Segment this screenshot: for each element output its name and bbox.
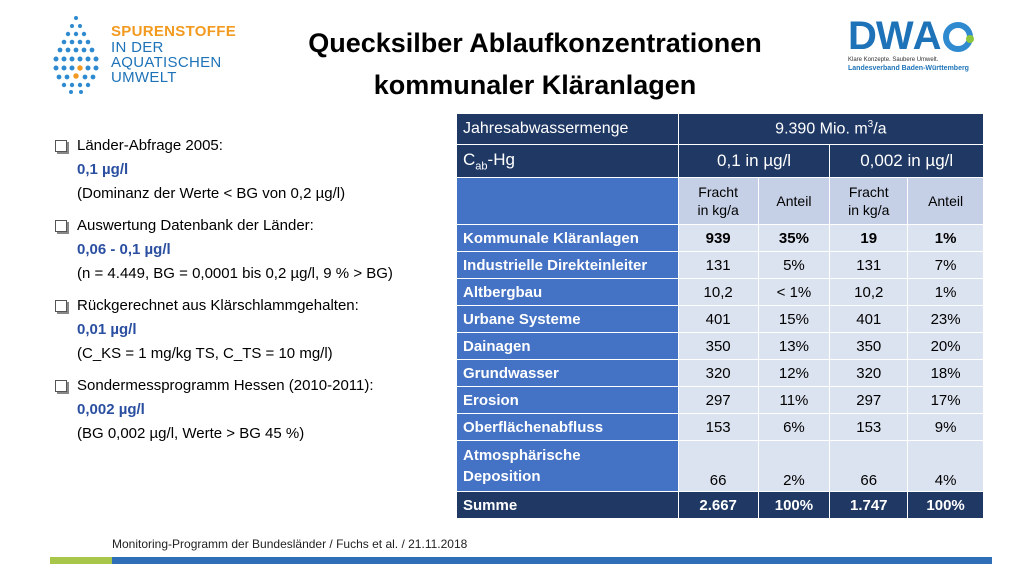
cell: 66 bbox=[678, 441, 758, 492]
footer-citation: Monitoring-Programm der Bundesländer / Fuchs et al. / 21.11.2018 bbox=[112, 537, 468, 551]
bullet-value: 0,01 µg/l bbox=[77, 321, 137, 338]
bullet-note: (n = 4.449, BG = 0,0001 bis 0,2 µg/l, 9 % > BG) bbox=[77, 265, 393, 282]
row-label: Oberflächenabfluss bbox=[457, 414, 679, 441]
row-label: Dainagen bbox=[457, 333, 679, 360]
checkbox-bullet-icon bbox=[55, 140, 67, 152]
logo-line-4: UMWELT bbox=[111, 69, 177, 87]
cell: 1.747 bbox=[830, 492, 908, 519]
fracht-header: Fracht in kg/a bbox=[678, 178, 758, 225]
table-row bbox=[457, 252, 984, 279]
bullet-head: Rückgerechnet aus Klärschlammgehalten: bbox=[77, 297, 359, 314]
table-row bbox=[457, 306, 984, 333]
cell: 5% bbox=[758, 252, 830, 279]
cell: 297 bbox=[678, 387, 758, 414]
bullet-value: 0,002 µg/l bbox=[77, 401, 145, 418]
jahres-label: Jahresabwassermenge bbox=[457, 114, 679, 145]
cell: 18% bbox=[908, 360, 984, 387]
logo-line-2: IN DER bbox=[111, 38, 164, 56]
cell: 401 bbox=[678, 306, 758, 333]
jahres-value: 9.390 Mio. $m^3/a$ bbox=[678, 114, 983, 145]
cell: 7% bbox=[908, 252, 984, 279]
bullet-item bbox=[55, 374, 440, 446]
cell: 2% bbox=[758, 441, 830, 492]
cell: 13% bbox=[758, 333, 830, 360]
bullet-list bbox=[55, 134, 440, 454]
cell: 320 bbox=[678, 360, 758, 387]
cell: 100% bbox=[908, 492, 984, 519]
anteil-header: Anteil bbox=[758, 178, 830, 225]
bullet-item bbox=[55, 214, 440, 286]
cell: 9% bbox=[908, 414, 984, 441]
cell: 153 bbox=[830, 414, 908, 441]
logo-line-1: SPURENSTOFFE bbox=[111, 23, 237, 41]
table-row bbox=[457, 414, 984, 441]
conc-1-header: 0,1 in µg/l bbox=[678, 145, 830, 178]
table-header-row bbox=[457, 145, 984, 178]
footer-accent-bar bbox=[50, 557, 112, 564]
dwa-logo: DW A Klare Konzepte. Saubere Umwelt. Landesverband Baden-Württemberg bbox=[848, 14, 988, 84]
row-label: Erosion bbox=[457, 387, 679, 414]
cell: 1% bbox=[908, 279, 984, 306]
row-label: Altbergbau bbox=[457, 279, 679, 306]
bullet-note: (C_KS = 1 mg/kg TS, C_TS = 10 mg/l) bbox=[77, 345, 333, 362]
cell: 1% bbox=[908, 225, 984, 252]
table-row bbox=[457, 225, 984, 252]
table-row bbox=[457, 441, 984, 492]
cell: 2.667 bbox=[678, 492, 758, 519]
bullet-value: 0,1 µg/l bbox=[77, 161, 129, 178]
cell: 11% bbox=[758, 387, 830, 414]
cell: 12% bbox=[758, 360, 830, 387]
bullet-note: (Dominanz der Werte < BG von 0,2 µg/l) bbox=[77, 185, 346, 202]
mercury-load-table bbox=[456, 113, 984, 519]
dwa-brand: DW bbox=[848, 14, 913, 58]
bullet-note: (BG 0,002 µg/l, Werte > BG 45 %) bbox=[77, 425, 305, 442]
dwa-region: Landesverband Baden-Württemberg bbox=[848, 65, 969, 72]
cell: 320 bbox=[830, 360, 908, 387]
table-row bbox=[457, 387, 984, 414]
row-label: Grundwasser bbox=[457, 360, 679, 387]
cell: 10,2 bbox=[678, 279, 758, 306]
row-label: Kommunale Kläranlagen bbox=[457, 225, 679, 252]
empty-header-cell bbox=[457, 178, 679, 225]
conc-2-header: 0,002 in µg/l bbox=[830, 145, 984, 178]
table-row bbox=[457, 279, 984, 306]
cell: < 1% bbox=[758, 279, 830, 306]
dwa-slogan: Klare Konzepte. Saubere Umwelt. bbox=[848, 57, 939, 63]
bullet-head: Sondermessprogramm Hessen (2010-2011): bbox=[77, 377, 374, 394]
page-title bbox=[250, 22, 820, 106]
bullet-value: 0,06 - 0,1 µg/l bbox=[77, 241, 171, 258]
cell: 350 bbox=[678, 333, 758, 360]
bullet-head: Auswertung Datenbank der Länder: bbox=[77, 217, 314, 234]
cell: 939 bbox=[678, 225, 758, 252]
dwa-ring-icon bbox=[943, 22, 973, 52]
cell: 6% bbox=[758, 414, 830, 441]
logo-line-3: AQUATISCHEN bbox=[111, 54, 222, 71]
water-drop-icon bbox=[47, 12, 105, 98]
table-subheader-row bbox=[457, 178, 984, 225]
row-label: Atmosphärische Deposition bbox=[457, 441, 679, 492]
cell: 297 bbox=[830, 387, 908, 414]
cell: 20% bbox=[908, 333, 984, 360]
cell: 15% bbox=[758, 306, 830, 333]
cell: 10,2 bbox=[830, 279, 908, 306]
row-label: Summe bbox=[457, 492, 679, 519]
spurenstoffe-logo bbox=[47, 6, 243, 104]
table-header-row bbox=[457, 114, 984, 145]
table-row bbox=[457, 360, 984, 387]
bullet-head: Länder-Abfrage 2005: bbox=[77, 137, 223, 154]
cell: 35% bbox=[758, 225, 830, 252]
checkbox-bullet-icon bbox=[55, 380, 67, 392]
title-line-1: Quecksilber Ablaufkonzentrationen bbox=[308, 28, 762, 58]
cell: 131 bbox=[830, 252, 908, 279]
cab-hg-label: $C_{ab}-Hg$ bbox=[457, 145, 679, 178]
cell: 131 bbox=[678, 252, 758, 279]
cell: 66 bbox=[830, 441, 908, 492]
cell: 100% bbox=[758, 492, 830, 519]
checkbox-bullet-icon bbox=[55, 220, 67, 232]
fracht-header: Fracht in kg/a bbox=[830, 178, 908, 225]
table-row bbox=[457, 333, 984, 360]
bullet-item bbox=[55, 294, 440, 366]
cell: 17% bbox=[908, 387, 984, 414]
cell: 23% bbox=[908, 306, 984, 333]
footer-bar bbox=[112, 557, 992, 564]
table-sum-row bbox=[457, 492, 984, 519]
cell: 401 bbox=[830, 306, 908, 333]
cell: 4% bbox=[908, 441, 984, 492]
anteil-header: Anteil bbox=[908, 178, 984, 225]
cell: 350 bbox=[830, 333, 908, 360]
row-label: Industrielle Direkteinleiter bbox=[457, 252, 679, 279]
checkbox-bullet-icon bbox=[55, 300, 67, 312]
cell: 153 bbox=[678, 414, 758, 441]
title-line-2: kommunaler Kläranlagen bbox=[373, 70, 697, 100]
cell: 19 bbox=[830, 225, 908, 252]
row-label: Urbane Systeme bbox=[457, 306, 679, 333]
bullet-item bbox=[55, 134, 440, 206]
